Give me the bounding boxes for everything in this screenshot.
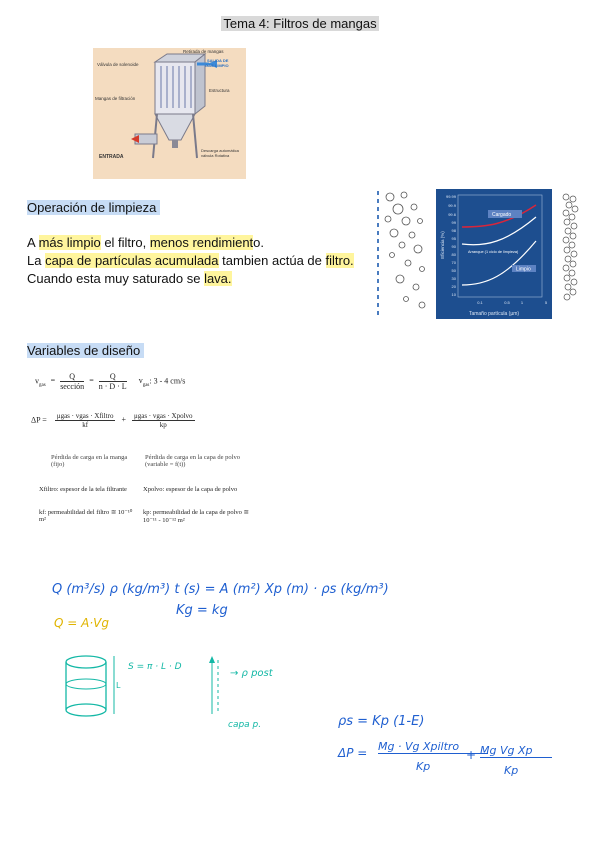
x-axis-label: Tamaño partícula (µm) [468, 311, 520, 317]
series-label-limpio: Limpio [516, 266, 531, 273]
page-title: Tema 4: Filtros de mangas [223, 16, 377, 31]
y-tick: 99.9 [448, 203, 456, 208]
y-tick: 80 [451, 252, 456, 257]
bag-cylinder-sketch [62, 652, 122, 722]
svg-text:SALIDA DE: SALIDA DE [207, 58, 229, 63]
desc-dust: Pérdida de carga en la capa de polvo (variable = f(t)) [145, 454, 240, 468]
handwritten-rho-s: ρs = Kp (1-E) [338, 714, 425, 729]
svg-text:L: L [116, 681, 121, 690]
handwritten-cake-bottom: capa p. [228, 720, 262, 730]
y-tick: 99 [451, 220, 456, 225]
cleaning-line-1: A más limpio el filtro, menos rendimiento. [27, 235, 264, 250]
dust-cake-sketch [204, 656, 234, 718]
svg-text:válvula Rotativa: válvula Rotativa [201, 153, 230, 158]
cleaning-line-3: Cuando esta muy saturado se lava. [27, 271, 232, 286]
handwritten-dp: ΔP = Mg · Vg Xpiltro Kp + Mg Vg Xp Kp [338, 740, 558, 790]
handwritten-cake-top: → ρ post [230, 668, 273, 679]
velocity-equation: $v_{gas}$ = Q sección = $\frac{Q}{n \cdot D \cdot L}$ $v_{gas}$: 3 - 4 cm/s [35, 372, 186, 391]
series-label-cargado: Cargado [492, 212, 512, 218]
handwritten-surface: S = π · L · D [128, 662, 182, 672]
handwritten-units: Q (m³/s) ρ (kg/m³) t (s) = A (m²) Xp (m) · ρs (kg/m³) [52, 582, 389, 597]
x-tick: 0.5 [504, 300, 510, 305]
svg-text:Válvula de solenoide: Válvula de solenoide [97, 62, 139, 67]
efficiency-figure [376, 187, 582, 321]
y-tick: 98 [451, 228, 456, 233]
handwritten-flow: Q = A·Vg [54, 616, 109, 630]
svg-text:Retirada de mangas: Retirada de mangas [183, 49, 224, 54]
pressure-drop-equation: ΔP = μgas · vgas · Xfiltro kf + μgas · vgas · Xpolvo kp [31, 412, 193, 429]
svg-text:Estructura: Estructura [209, 88, 230, 93]
y-tick: 95 [451, 236, 456, 241]
x-tick: 0.1 [477, 300, 483, 305]
def-x-filtro: Xfiltro: espesor de la tela filtrante [39, 486, 127, 493]
svg-text:ENTRADA: ENTRADA [99, 154, 124, 160]
y-tick: 90 [451, 244, 456, 249]
desc-filter: Pérdida de carga en la manga (fijo) [51, 454, 128, 468]
cleaning-line-2: La capa de partículas acumulada tambien actúa de filtro. [27, 253, 354, 268]
y-tick: 30 [451, 276, 456, 281]
y-tick: 70 [451, 260, 456, 265]
y-tick: 10 [451, 292, 456, 297]
def-kf: kf: permeabilidad del filtro ≅ 10⁻¹⁰ m² [39, 509, 133, 523]
baghouse-illustration [93, 48, 246, 179]
def-kp: kp: permeabilidad de la capa de polvo ≅ 10⁻¹¹ - 10⁻¹² m² [143, 509, 249, 524]
design-equations [27, 364, 255, 532]
y-tick: 99.6 [448, 212, 456, 217]
series-label-arranque: Arranque (1 ciclo de limpieza) [468, 250, 519, 254]
cleaning-heading: Operación de limpieza [27, 200, 160, 215]
handwritten-kg: Kg = kg [176, 603, 228, 618]
x-tick: 1 [520, 300, 524, 305]
design-heading: Variables de diseño [27, 343, 144, 358]
y-tick: 99.99 [445, 194, 456, 199]
svg-text:GAS LIMPIO: GAS LIMPIO [205, 63, 229, 68]
y-tick: 50 [451, 268, 456, 273]
efficiency-figure-svg [376, 187, 582, 321]
svg-text:Descarga automática: Descarga automática [201, 148, 239, 153]
x-tick: 5 [544, 300, 548, 305]
svg-text:Mangas de filtración: Mangas de filtración [95, 96, 136, 101]
y-tick: 20 [451, 284, 456, 289]
y-axis-label: Eficiencia (%) [440, 231, 445, 259]
cleaning-text [27, 234, 387, 288]
def-x-polvo: Xpolvo: espesor de la capa de polvo [143, 486, 238, 493]
baghouse-diagram [93, 48, 246, 179]
